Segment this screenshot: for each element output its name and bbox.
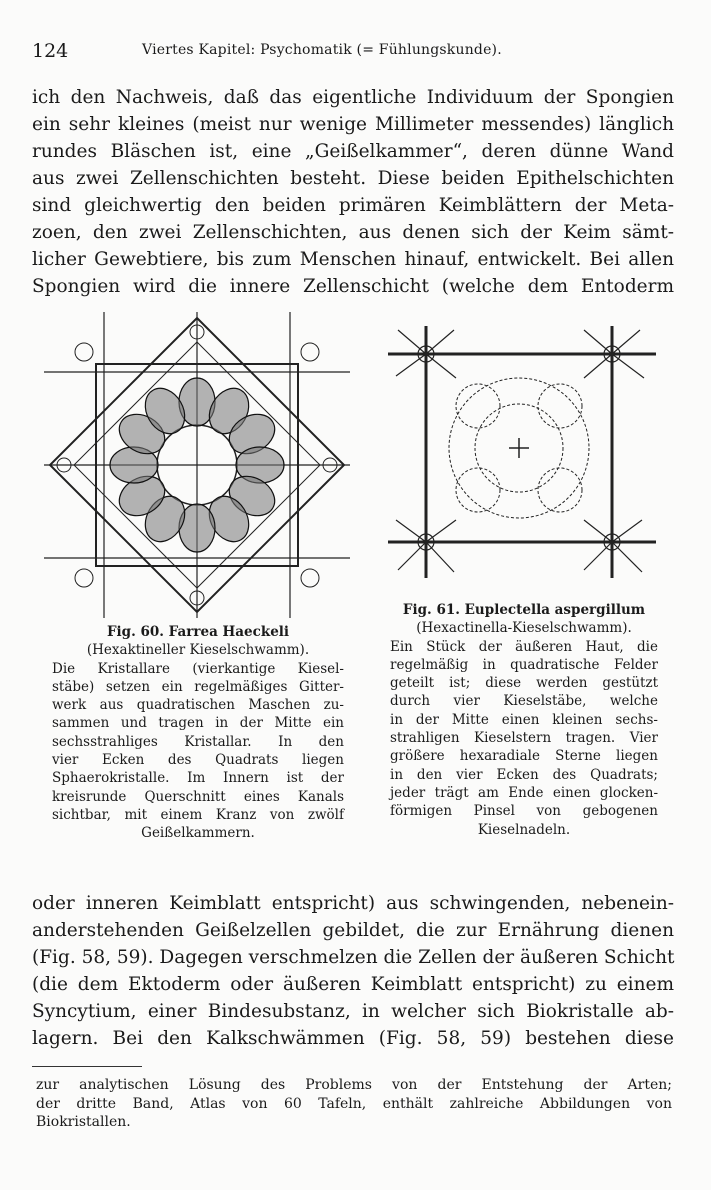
page-number: 124 [32,40,69,62]
figure-60-title: Fig. 60. Farrea Haeckeli [106,624,290,640]
caption-line: Kieselnadeln. [477,821,571,838]
caption-line: werk aus quadratischen Maschen zu- [52,697,344,714]
text-line: oder inneren Keimblatt entspricht) aus schwingenden, nebenein- [32,893,674,914]
paragraph-bottom [32,890,674,1052]
caption-line: Geißelkammern. [141,825,255,842]
text-line: sind gleichwertig den beiden primären Keimblättern der Meta- [32,195,674,216]
figure-60-caption [52,623,344,843]
figure-61-illustration [388,326,656,596]
text-line: aus zwei Zellenschichten besteht. Diese beiden Epithelschichten [32,168,674,189]
figure-61-caption [390,601,658,839]
caption-line: durch vier Kieselstäbe, welche [390,693,658,710]
page-header [32,40,672,66]
text-line: zoen, den zwei Zellenschichten, aus denen sich der Keim sämt- [32,222,674,243]
footnote-line: der dritte Band, Atlas von 60 Tafeln, enthält zahlreiche Abbildungen von [36,1095,672,1112]
text-line: anderstehenden Geißelzellen gebildet, die zur Ernährung dienen [32,920,674,941]
caption-line: strahligen Kieselstern tragen. Vier [390,730,658,747]
caption-line: in den vier Ecken des Quadrats; [390,766,658,783]
text-line: licher Gewebtiere, bis zum Menschen hinauf, entwickelt. Bei allen [32,249,674,270]
footnote-line: zur analytischen Lösung des Problems von der Entstehung der Arten; [36,1077,672,1093]
footnote-line: Biokristallen. [36,1114,131,1130]
caption-line: in der Mitte einen kleinen sechs- [390,711,658,728]
figure-60-illustration [44,312,350,618]
caption-line: kreisrunde Querschnitt eines Kanals [52,788,344,805]
caption-line: sammen und tragen in der Mitte ein [52,715,344,732]
caption-line: Die Kristallare (vierkantige Kiesel- [52,660,344,677]
text-line: ich den Nachweis, daß das eigentliche Individuum der Spongien [32,87,674,108]
figure-60-subtitle: (Hexaktineller Kieselschwamm). [86,642,310,659]
caption-line: jeder trägt am Ende einen glocken- [390,784,658,801]
text-line: (die dem Ektoderm oder äußeren Keimblatt entspricht) zu einem [32,974,674,995]
footnote-rule [32,1066,142,1067]
figure-61-subtitle: (Hexactinella-Kieselschwamm). [416,620,632,637]
caption-line: sechsstrahliges Kristallar. In den [52,733,344,750]
text-line: Spongien wird die innere Zellenschicht (welche dem Entoderm [32,276,674,297]
text-line: rundes Bläschen ist, eine „Geißelkammer“, deren dünne Wand [32,141,674,162]
figure-61-title: Fig. 61. Euplectella aspergillum [402,602,646,618]
text-line: (Fig. 58, 59). Dagegen verschmelzen die Zellen der äußeren Schicht [32,947,675,968]
caption-line: geteilt ist; diese werden gestützt [390,675,658,692]
text-line: ein sehr kleines (meist nur wenige Millimeter messendes) länglich [32,114,674,135]
caption-line: Ein Stück der äußeren Haut, die [390,638,658,655]
caption-line: sichtbar, mit einem Kranz von zwölf [52,806,344,823]
caption-line: vier Ecken des Quadrats liegen [52,752,344,769]
footnote [36,1076,672,1132]
caption-line: förmigen Pinsel von gebogenen [390,803,658,820]
caption-line: regelmäßig in quadratische Felder [390,656,658,673]
paragraph-top [32,84,674,300]
caption-line: stäbe) setzen ein regelmäßiges Gitter- [52,678,344,695]
caption-line: Sphaerokristalle. Im Innern ist der [52,770,344,787]
running-title: Viertes Kapitel: Psychomatik (= Fühlungskunde). [142,42,502,58]
text-line: lagern. Bei den Kalkschwämmen (Fig. 58, 59) bestehen diese [32,1028,674,1049]
text-line: Syncytium, einer Bindesubstanz, in welcher sich Biokristalle ab- [32,1001,674,1022]
caption-line: größere hexaradiale Sterne liegen [390,748,658,765]
